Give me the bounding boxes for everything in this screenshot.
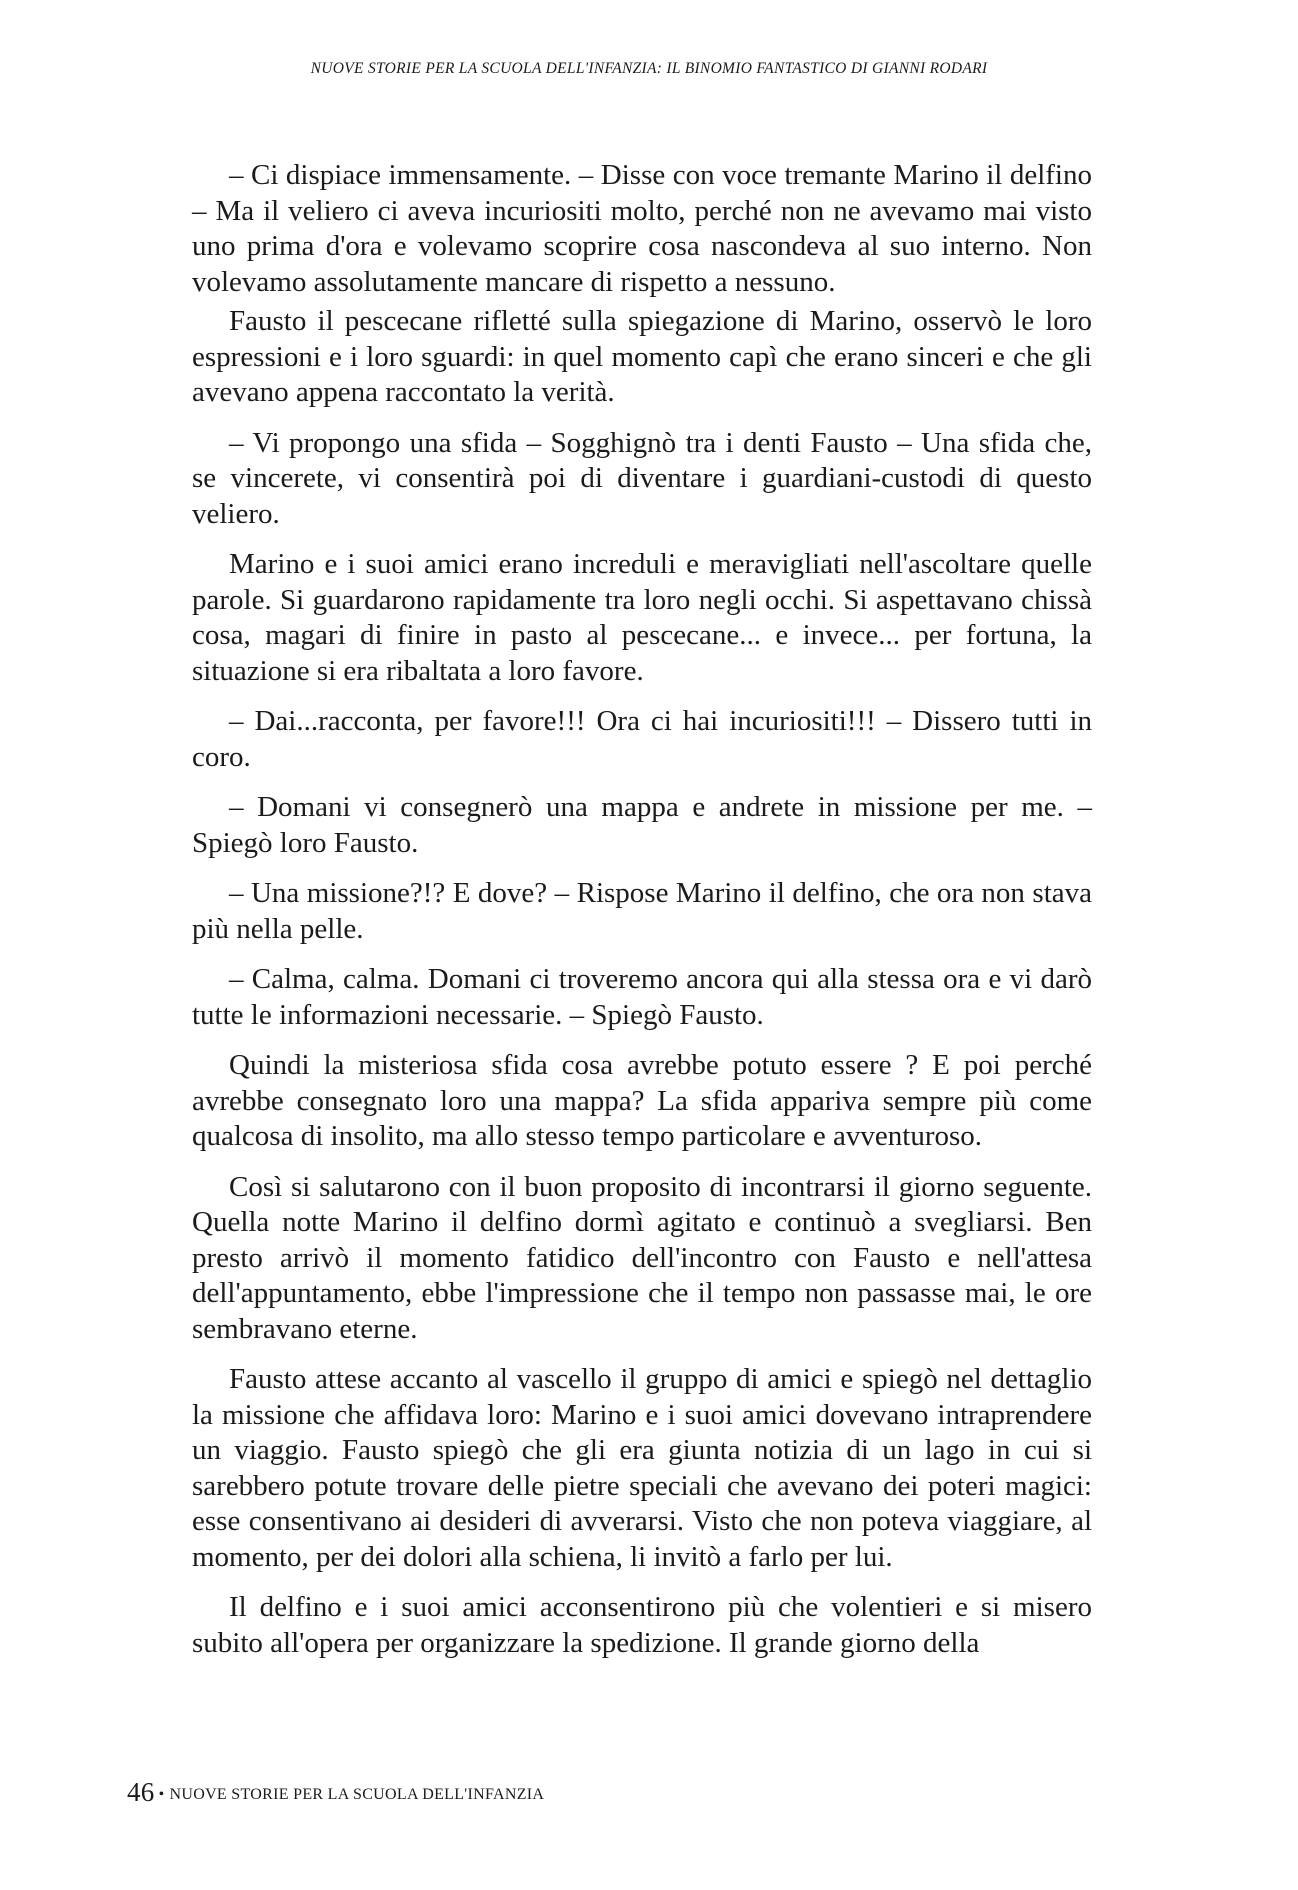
body-text: [192, 158, 1092, 1676]
paragraph: – Domani vi consegnerò una mappa e andrete in missione per me. – Spiegò loro Fausto.: [192, 791, 1092, 859]
paragraph: Fausto attese accanto al vascello il gruppo di amici e spiegò nel dettaglio la missione che affidava loro: Marino e i suoi amici dovevano intraprendere un viaggio. Fausto spiegò che gli era giunta notizia di un lago in cui si sarebbero potute trovare delle pietre speciali che avevano dei poteri magici: esse consentivano ai desideri di avverarsi. Visto che non poteva viaggiare, al momento, per dei dolori alla schiena, li invitò a farlo per lui.: [192, 1363, 1092, 1573]
paragraph: – Ci dispiace immensamente. – Disse con voce tremante Marino il delfino – Ma il veliero ci aveva incuriositi molto, perché non ne avevamo mai visto uno prima d'ora e volevamo scoprire cosa nascondeva al suo interno. Non volevamo assolutamente mancare di rispetto a nessuno.: [192, 159, 1092, 298]
paragraph: Marino e i suoi amici erano increduli e meravigliati nell'ascoltare quelle parole. Si guardarono rapidamente tra loro negli occhi. Si aspettavano chissà cosa, magari di finire in pasto al pescecane... e invece... per fortuna, la situazione si era ribaltata a loro favore.: [192, 548, 1092, 687]
running-header: NUOVE STORIE PER LA SCUOLA DELL'INFANZIA: IL BINOMIO FANTASTICO DI GIANNI RODARI: [310, 60, 988, 77]
page-number: 46: [127, 1777, 155, 1807]
page-footer: [127, 1777, 544, 1808]
paragraph: – Calma, calma. Domani ci troveremo ancora qui alla stessa ora e vi darò tutte le informazioni necessarie. – Spiegò Fausto.: [192, 963, 1092, 1031]
paragraph: Quindi la misteriosa sfida cosa avrebbe potuto essere ? E poi perché avrebbe consegnato loro una mappa? La sfida appariva sempre più come qualcosa di insolito, ma allo stesso tempo particolare e avventuroso.: [192, 1049, 1092, 1152]
paragraph: – Vi propongo una sfida – Sogghignò tra i denti Fausto – Una sfida che, se vincerete, vi consentirà poi di diventare i guardiani-custodi di questo veliero.: [192, 426, 1092, 530]
footer-book-title: NUOVE STORIE PER LA SCUOLA DELL'INFANZIA: [169, 1786, 545, 1803]
paragraph: Il delfino e i suoi amici acconsentirono più che volentieri e si misero subito all'opera per organizzare la spedizione. Il grande giorno della: [192, 1591, 1092, 1659]
paragraph: Così si salutarono con il buon proposito di incontrarsi il giorno seguente. Quella notte Marino il delfino dormì agitato e continuò a svegliarsi. Ben presto arrivò il momento fatidico dell'incontro con Fausto e nell'attesa dell'appuntamento, ebbe l'impressione che il tempo non passasse mai, le ore sembravano eterne.: [192, 1170, 1092, 1345]
paragraph: Fausto il pescecane rifletté sulla spiegazione di Marino, osservò le loro espressioni e i loro sguardi: in quel momento capì che erano sinceri e che gli avevano appena raccontato la verità.: [192, 305, 1092, 408]
footer-separator: •: [158, 1786, 165, 1803]
paragraph: – Una missione?!? E dove? – Rispose Marino il delfino, che ora non stava più nella pelle.: [192, 877, 1092, 945]
paragraph: – Dai...racconta, per favore!!! Ora ci hai incuriositi!!! – Dissero tutti in coro.: [192, 705, 1092, 773]
